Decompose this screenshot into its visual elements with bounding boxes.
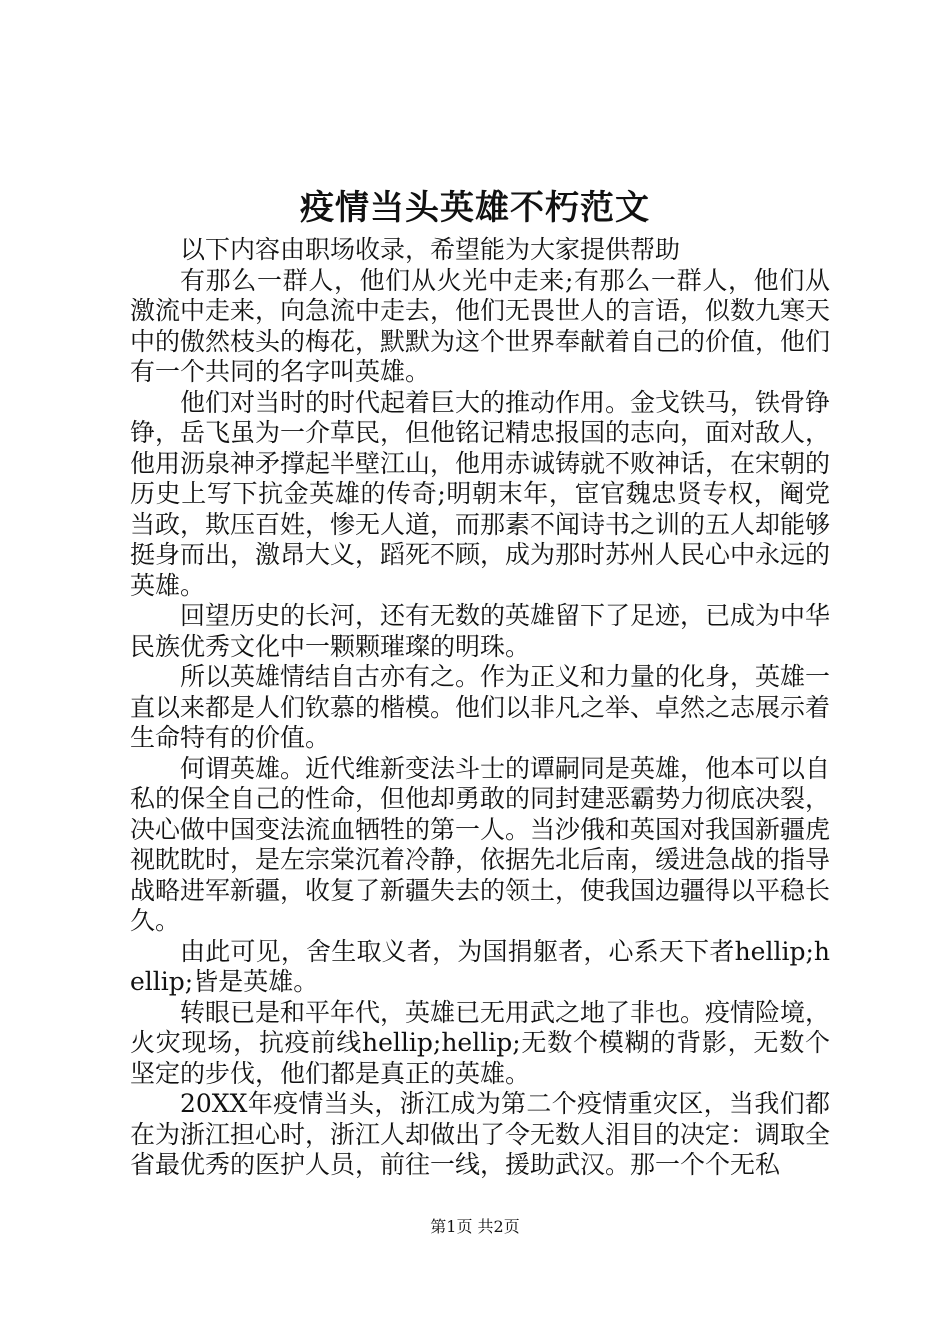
paragraph: 他们对当时的时代起着巨大的推动作用。金戈铁马，铁骨铮铮，岳飞虽为一介草民，但他铭记精忠报国的志向，面对敌人，他用沥泉神矛撑起半壁江山，他用赤诚铸就不败神话，在宋朝的历史上写下抗金英雄的传奇;明朝末年，宦官魏忠贤专权，阉党当政，欺压百姓，惨无人道，而那素不闻诗书之训的五人却能够挺身而出，激昂大义，蹈死不顾，成为那时苏州人民心中永远的英雄。	[130, 387, 831, 600]
paragraph: 所以英雄情结自古亦有之。作为正义和力量的化身，英雄一直以来都是人们钦慕的楷模。他们以非凡之举、卓然之志展示着生命特有的价值。	[130, 662, 831, 752]
paragraph: 回望历史的长河，还有无数的英雄留下了足迹，已成为中华民族优秀文化中一颗颗璀璨的明珠。	[130, 601, 831, 661]
paragraph: 有那么一群人，他们从火光中走来;有那么一群人，他们从激流中走来，向急流中走去，他们无畏世人的言语，似数九寒天中的傲然枝头的梅花，默默为这个世界奉献着自己的价值，他们有一个共同的名字叫英雄。	[130, 265, 831, 386]
document-title: 疫情当头英雄不朽范文	[300, 188, 650, 228]
paragraph: 转眼已是和平年代，英雄已无用武之地了非也。疫情险境，火灾现场，抗疫前线hellip;hellip;无数个模糊的背影，无数个坚定的步伐，他们都是真正的英雄。	[130, 997, 831, 1088]
paragraph: 20XX年疫情当头，浙江成为第二个疫情重灾区，当我们都在为浙江担心时，浙江人却做出了令无数人泪目的决定：调取全省最优秀的医护人员，前往一线，援助武汉。那一个个无私	[130, 1089, 831, 1179]
paragraph: 由此可见，舍生取义者，为国捐躯者，心系天下者hellip;hellip;皆是英雄。	[130, 936, 830, 996]
paragraph-intro: 以下内容由职场收录，希望能为大家提供帮助	[180, 235, 681, 264]
paragraph: 何谓英雄。近代维新变法斗士的谭嗣同是英雄，他本可以自私的保全自己的性命，但他却勇敢的同封建恶霸势力彻底决裂，决心做中国变法流血牺牲的第一人。当沙俄和英国对我国新疆虎视眈眈时，是左宗棠沉着冷静，依据先北后南，缓进急战的指导战略进军新疆，收复了新疆失去的领土，使我国边疆得以平稳长久。	[130, 753, 831, 935]
page-number-footer: 第1页 共2页	[430, 1217, 520, 1236]
document-body	[130, 235, 830, 1181]
